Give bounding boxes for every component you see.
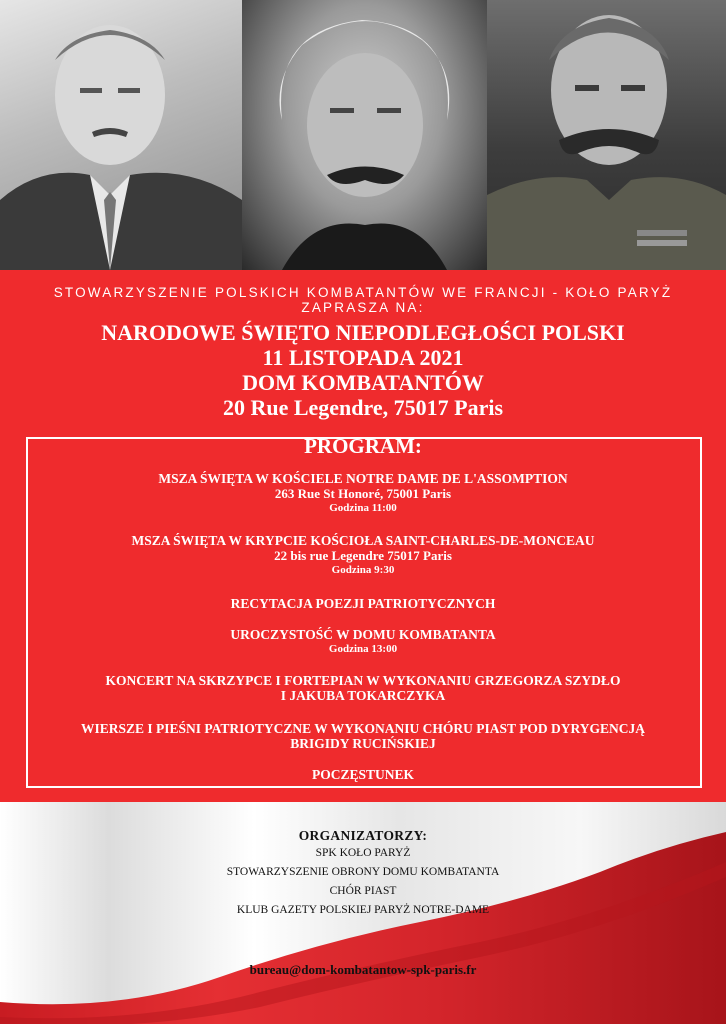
program-item-line: I JAKUBA TOKARCZYKA [280,688,446,703]
program-title: PROGRAM: [304,434,422,458]
program-item-title: POCZĘSTUNEK [311,767,415,782]
event-date: 11 LISTOPADA 2021 [262,345,464,370]
program-item-title: MSZA ŚWIĘTA W KRYPCIE KOŚCIOŁA SAINT-CHARLES-DE-MONCEAU [131,533,595,548]
event-address: 20 Rue Legendre, 75017 Paris [222,395,504,420]
program-item-mass-notre-dame [40,471,686,516]
program-item-address: 22 bis rue Legendre 75017 Paris [274,548,452,563]
organizer-name: KLUB GAZETY POLSKIEJ PARYŻ NOTRE-DAME [236,904,490,916]
organizers-title: ORGANIZATORZY: [298,828,428,843]
organizer-name: CHÓR PIAST [329,885,397,897]
organizer-name: STOWARZYSZENIE OBRONY DOMU KOMBATANTA [226,866,500,878]
program-item-title: MSZA ŚWIĘTA W KOŚCIELE NOTRE DAME DE L'ASSOMPTION [158,471,568,486]
program-item-title: UROCZYSTOŚĆ W DOMU KOMBATANTA [230,627,496,642]
program-item-concert [40,673,686,703]
program-item-line: KONCERT NA SKRZYPCE I FORTEPIAN W WYKONANIU GRZEGORZA SZYDŁO [105,673,621,688]
program-item-choir [40,721,686,751]
program-item-time: Godzina 9:30 [331,564,395,576]
program-item-refreshments [40,767,686,782]
association-header [0,285,726,315]
program-item-line: WIERSZE I PIEŚNI PATRIOTYCZNE W WYKONANIU CHÓRU PIAST POD DYRYGENCJĄ [81,721,645,736]
program-item-ceremony [40,627,686,657]
event-venue: DOM KOMBATANTÓW [242,370,484,395]
invitation-line: ZAPRASZA NA: [301,300,425,315]
contact-email[interactable]: bureau@dom-kombatantow-spk-paris.fr [249,962,477,977]
organizer-name: SPK KOŁO PARYŻ [315,847,411,859]
event-title-block [0,320,726,420]
program-item-time: Godzina 13:00 [328,643,398,655]
program-item-line: BRIGIDY RUCIŃSKIEJ [290,736,436,751]
program-item-poetry [40,596,686,611]
program-item-title: RECYTACJA POEZJI PATRIOTYCZNYCH [230,596,496,611]
program-item-time: Godzina 11:00 [329,502,397,514]
program-item-address: 263 Rue St Honoré, 75001 Paris [274,486,452,501]
organizers-block [0,828,726,920]
program-item-mass-saint-charles [40,533,686,578]
portrait-center [242,0,487,270]
portrait-left [0,0,242,270]
portrait-right [487,0,726,270]
association-name: STOWARZYSZENIE POLSKICH KOMBATANTÓW WE FRANCJI - KOŁO PARYŻ [53,285,673,300]
event-title: NARODOWE ŚWIĘTO NIEPODLEGŁOŚCI POLSKI [101,320,625,345]
portrait-strip [0,0,726,270]
